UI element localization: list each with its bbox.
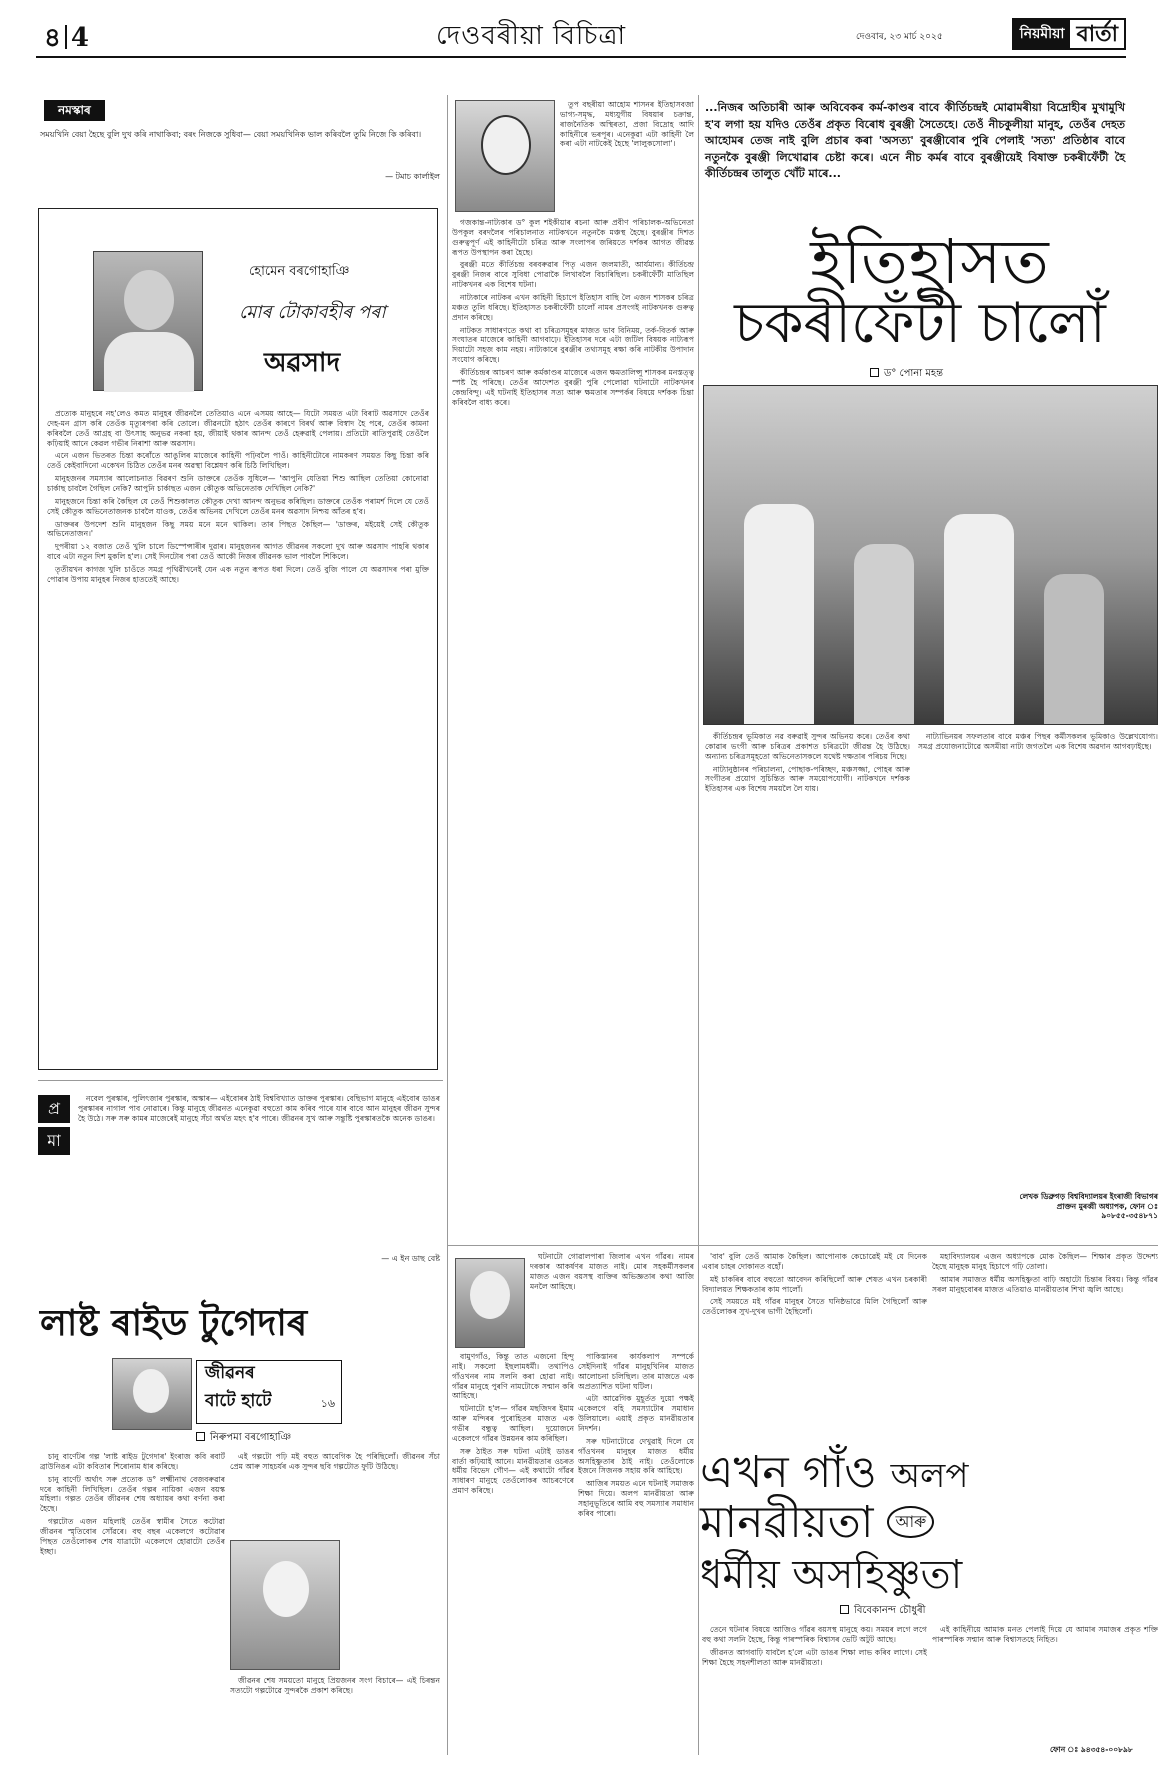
column-divider <box>447 95 448 1755</box>
feature-byline: ড° পোনা মহন্ত <box>870 368 943 381</box>
column-divider <box>698 95 699 1755</box>
gaon-headline-line2: মানৱীয়তা আৰু <box>700 1495 1160 1551</box>
author-photo <box>230 1540 340 1670</box>
page-number-secondary: 4 <box>70 23 89 53</box>
ghatanato-intro: ঘটনাটো গোৱালপাৰা জিলাৰ এখন গাঁৱৰ। নামৰ দৰকাৰ আকৰ্ষণৰ মাজত নাই। মোৰ সহকৰ্মীসকলৰ মাজত এজন বয়সস্থ ব্যক্তিৰ অভিজ্ঞতাৰ কথা আজি মনলৈ আহিছে। <box>530 1252 694 1291</box>
feature-body-col1: কীৰ্তিচন্দ্ৰৰ ভূমিকাত নৱ বৰুৱাই সুন্দৰ অভিনয় কৰে। তেওঁৰ কথা কোৱাৰ ভংগী আৰু চৰিত্ৰৰ প্ৰকাশত চৰিত্ৰটো জীৱন্ত হৈ উঠিছে। অন্যান্য চৰিত্ৰসমূহতো অভিনেতাসকলে যথেষ্ট দক্ষতাৰ পৰিচয় দিছে। নাট্যানুষ্ঠানৰ পৰিচালনা, পোছাক-পৰিচ্ছদ, মঞ্চসজ্জা, পোহৰ আৰু সংগীতৰ প্ৰয়োগ সুচিন্তিত আৰু সময়োপযোগী। নাটকখনে দৰ্শকক ইতিহাসৰ এক বিশেষ সময়লৈ লৈ যায়। <box>705 732 910 794</box>
quote-author: — টমাচ কাৰ্লাইল <box>385 172 440 181</box>
newspaper-logo <box>1012 18 1126 50</box>
gaon-body-col2: এই কাহিনীয়ে আমাক মনত পেলাই দিয়ে যে আমাৰ সমাজৰ প্ৰকৃত শক্তি পাৰস্পৰিক সন্মান আৰু বিশ্বাসতহে নিহিত। <box>932 1625 1158 1644</box>
gaon-headline-line3: ধৰ্মীয় অসহিষ্ণুতা <box>700 1552 963 1598</box>
ghatanato-body-col1: বামুণগাঁও, কিন্তু তাত এজনো হিন্দু নাই। সকলো ইছলামধৰ্মী। তথাপিও গাঁওখনৰ নাম সলনি কৰা হোৱা নাই। গাঁৱৰ মানুহে পুৰণি নামটোকে সন্মান কৰি আহিছে। ঘটনাটো হ'ল— গাঁৱৰ মছজিদৰ ইমাম আৰু মন্দিৰৰ পুৰোহিতৰ মাজত এক গভীৰ বন্ধুত্ব আছিল। দুয়োজনে একেলগে গাঁৱৰ উন্নয়নৰ কাম কৰিছিল। সৰু ঠাইত সৰু ঘটনা এটাই ডাঙৰ বাৰ্তা কঢ়িয়াই আনে। মানৱীয়তাৰ ওচৰত ধৰ্মীয় বিভেদ গৌণ— এই কথাটো গাঁৱৰ সাধাৰণ মানুহে তেওঁলোকৰ আচৰণেৰে প্ৰমাণ কৰিছে। <box>452 1352 574 1496</box>
gaon-body-top-col2: মহাবিদ্যালয়ৰ এজন অধ্যাপকে মোক কৈছিল— শিক্ষাৰ প্ৰকৃত উদ্দেশ্য হৈছে মানুহক মানুহ হিচাপে গঢ়ি তোলা। আমাৰ সমাজত ধৰ্মীয় অসহিষ্ণুতা বাঢ়ি অহাটো চিন্তাৰ বিষয়। কিন্তু গাঁৱৰ সৰল মানুহবোৰৰ মাজত এতিয়াও মানৱীয়তাৰ শিখা জ্বলি আছে। <box>932 1252 1158 1294</box>
quote-text: সময়খিনি বেয়া হৈছে বুলি দুখ কৰি নাথাকিবা; বৰং নিজকে সুধিবা— বেয়া সময়খিনিক ভাল কৰিবলৈ তুমি নিজে কি কৰিবা। <box>40 130 422 139</box>
prama-label: প্ৰ মা <box>38 1095 70 1245</box>
ghatanato-body-col2: পাকিস্তানৰ কাৰ্যকলাপ সম্পৰ্কে সেইদিনাই গাঁৱৰ মানুহখিনিৰ মাজত আলোচনা চলিছিল। তাৰ মাজতে এক অপ্ৰত্যাশিত ঘটনা ঘটিল। এটা আৱেগিক মুহূৰ্তত দুয়ো পক্ষই একেলগে বহি সমস্যাটোৰ সমাধান উলিয়ালে। এয়াই প্ৰকৃত মানৱীয়তাৰ নিদৰ্শন। সৰু ঘটনাটোৱে দেখুৱাই দিলে যে গাঁওখনৰ মানুহৰ মাজত ধৰ্মীয় অসহিষ্ণুতাৰ ঠাই নাই। তেওঁলোকে ইজনে সিজনক সহায় কৰি আহিছে। আজিৰ সময়ত এনে ঘটনাই সমাজক শিক্ষা দিয়ে। অলপ মানৱীয়তা আৰু সহানুভূতিৰে আমি বহু সমস্যাৰ সমাধান কৰিব পাৰো। <box>578 1352 694 1518</box>
column-series-name: মোৰ টোকাবহীৰ পৰা <box>239 302 386 323</box>
page-number-primary: ৪ <box>44 23 61 53</box>
author-credit: লেখক ডিব্ৰুগড় বিশ্ববিদ্যালয়ৰ ইংৰাজী বিভাগৰ প্ৰাক্তন মুৰব্বী অধ্যাপক, ফোন ঃ ৯০৮৫৫-৩৫৪৮৭১ <box>1019 1192 1158 1221</box>
tribute-article <box>38 208 438 1070</box>
column-series-box: জীৱনৰ বাটে হাটে ১৬ <box>196 1360 342 1424</box>
last-ride-body-col2: এই গল্পটো পঢ়ি মই বহুত আবেগিক হৈ পৰিছিলোঁ। জীৱনৰ সঁচা প্ৰেম আৰু সাহচৰ্যৰ এক সুন্দৰ ছবি গল্পটোত ফুটি উঠিছে। <box>230 1452 440 1471</box>
daily-quote <box>40 130 440 190</box>
page-number <box>44 22 89 55</box>
col2-intro: তুপ বছৰীয়া আহোম শাসনৰ ইতিহাসবজা ভাগ্য-সমৃদ্ধ, মধ্যযুগীয় বিষয়াৰ চক্ৰান্ত, ৰাজনৈতিক অস্থিৰতা, প্ৰজা বিদ্ৰোহ আদি কাহিনীৰে ভৰপূৰ। এনেকুৱা এটা কাহিনী লৈ কৰা এটা নাটকেই হৈছে 'লালুকসোলা'। <box>560 100 694 149</box>
last-ride-body-col2b: জীৱনৰ শেষ সময়তো মানুহে প্ৰিয়জনৰ সংগ বিচাৰে— এই চিৰন্তন সত্যটো গল্পটোৱে সুন্দৰকৈ প্ৰকাশ কৰিছে। <box>230 1676 440 1695</box>
play-scene-photo <box>703 385 1158 725</box>
gaon-headline-line1: এখন গাঁও অলপ <box>700 1447 969 1498</box>
article-author: হোমেন বৰগোহাঞি <box>249 264 350 279</box>
last-ride-headline: লাষ্ট ৰাইড টুগেদাৰ <box>40 1302 308 1344</box>
article-title: অৱসাদ <box>264 348 341 378</box>
gaon-body-top-col1: 'বাব' বুলি তেওঁ আমাক কৈছিল। আপোনাক কেচোৱেই মই যে দিনেক এবাৰ চাহৰ দোকানত বহোঁ। মই চাকৰিৰ বাবে বহুতো আবেদন কৰিছিলোঁ আৰু শেষত এখন চৰকাৰী বিদ্যালয়ত শিক্ষকতাৰ কাম পালোঁ। সেই সময়তে মই গাঁৱৰ মানুহৰ সৈতে ঘনিষ্ঠভাৱে মিলি গৈছিলোঁ আৰু তেওঁলোকৰ সুখ-দুখৰ ভাগী হৈছিলোঁ। <box>702 1252 927 1317</box>
article-photo <box>455 100 555 212</box>
feature-headline-line1: ইতিহাসত <box>810 225 1050 298</box>
gaon-body-col1: তেনে ঘটনাৰ বিষয়ে আজিও গাঁৱৰ বয়সস্থ মানুহে কয়। সময়ৰ লগে লগে বহু কথা সলনি হৈছে, কিন্তু পাৰস্পৰিক বিশ্বাসৰ ভেটি অটুট আছে। জীৱনত আগবাঢ়ি যাবলৈ হ'লে এটা ডাঙৰ শিক্ষা লাভ কৰিব লাগে। সেই শিক্ষা হৈছে সহনশীলতা আৰু মানৱীয়তা। <box>702 1625 927 1667</box>
section-name: দেওবৰীয়া বিচিত্ৰা <box>436 21 627 51</box>
author-photo <box>93 251 203 391</box>
issue-date: দেওবাৰ, ২৩ মাৰ্চ ২০২৫ <box>856 32 943 42</box>
feature-body-col2: নাট্যাভিনয়ৰ সফলতাৰ বাবে মঞ্চৰ পিছৰ কৰ্মীসকলৰ ভূমিকাও উল্লেখযোগ্য। সমগ্ৰ প্ৰযোজনাটোৱে অসমীয়া নাট্য জগতলৈ এক বিশেষ অৱদান আগবঢ়াইছে। <box>918 732 1158 751</box>
author-photo <box>455 1258 525 1348</box>
page-number-divider <box>65 25 67 49</box>
article-body: প্ৰত্যেক মানুহৰে নহ'লেও কমত মানুহৰ জীৱনলৈ তেতিয়াও এনে এসময় আহে— যিটো সময়ত এটা বিৰাট অৱসাদে তেওঁৰ দেহ-মন গ্ৰাস কৰি তেওঁক মৃত্যুৰপৰা কৰি তোলে। জীৱনটো হঠাৎ তেওঁৰ কাৰণে বিৰৰ্থ আৰু বিস্বাদ হৈ পৰে, তেওঁৰ কামনা কৰিবলৈ তেওঁ আগ্ৰহ বা উৎসাহ অনুভৱ নকৰা হয়, জীয়াই থকাৰ আনন্দ তেওঁ হেৰুৱাই পেলায়। প্ৰতিটো ৰাতিপুৱাই তেওঁলৈ কঢ়িয়াই আনে কেৱল গভীৰ নিৰাশা আৰু অৱসাদ। এনে এজন ভিতৰত চিন্তা কৰোঁতে আঙুলিৰ মাজেৰে কাহিনী পঢ়িবলৈ পাওঁ। কাহিনীটোৰে নামকৰণ সময়ত কিছু চিন্তা কৰি তেওঁ কেইবাদিনো একেখন চিঠিত তেওঁৰ মনৰ অৱস্থা বিশ্লেষণ কৰি চিঠি লিখিছিল। মানুহজনৰ সমস্যাৰ আলোচনাত বিৱৰণ শুনি ডাক্তৰে তেওঁক সুধিলে— 'আপুনি যেতিয়া শিশু আছিল তেতিয়া কোনোৱা চাৰ্কাছ চাবলৈ গৈছিল নেকি? আপুনি চাৰ্কাছত এজন কৌতুক অভিনেতাক দেখিছিল নেকি?' মানুহজনে চিন্তা কৰি কৈছিল যে তেওঁ শিশুকালত কৌতুক দেখা আনন্দ অনুভৱ কৰিছিল। ডাক্তৰে তেওঁক পৰামৰ্শ দিলে যে তেওঁ সেই কৌতুক অভিনেতাজনক চাবলৈ যাওক, তেওঁৰ অভিনয় দেখিলে তেওঁৰ মনৰ অৱসাদ নিশ্চয় আঁতৰ হ'ব। ডাক্তৰৰ উপদেশ শুনি মানুহজন কিছু সময় মনে মনে থাকিল। তাৰ পিছত কৈছিল— 'ডাক্তৰ, মইয়েই সেই কৌতুক অভিনেতাজন।' দুপৰীয়া ১২ বজাত তেওঁ খুলি চালে ডিস্পেন্সাৰীৰ দুৱাৰ। মানুহজনৰ আগত জীৱনৰ সকলো দুখ আৰু অৱসাদ পাহৰি থকাৰ বাবে এটা নতুন দিশ মুকলি হ'ল। সেই দিনটোৰ পৰা তেওঁ আকৌ নিজৰ জীৱনক ভাল পাবলৈ শিকিলে। তৃতীয়খন কাগজ খুলি চাওঁতে সমগ্ৰ পৃথিৱীখনেই যেন এক নতুন ৰূপত ধৰা দিলে। তেওঁ বুজি পালে যে অৱসাদৰ পৰা মুক্তি পোৱাৰ উপায় মানুহৰ নিজৰ হাততেই আছে। <box>47 409 429 584</box>
feature-headline-line2: চকৰীফেঁটী চালোঁ <box>734 291 1106 356</box>
contact-phone: ফোন ঃ ৯৪৩৫৪-০০৮৯৮ <box>1050 1745 1133 1754</box>
section-divider <box>447 1245 1158 1246</box>
prama-author: — এ ইন ডাছ বেষ্ট <box>381 1253 440 1263</box>
masthead <box>36 14 1126 58</box>
last-ride-body-col1: চানু বাৰ্ণেটৰ গল্প 'লাষ্ট ৰাইড টুগেদাৰ' ইংৰাজ কবি ৰবাৰ্ট ব্ৰাউনিঙৰ এটা কবিতাৰ শিৰোনাম ধাৰ কৰিছে। চানু বাৰ্ণেট অৰ্থাৎ সৰু প্ৰত্যেক ড° লক্ষ্মীনাথ বেজবৰুৱাৰ দৰে কাহিনী লিখিছিল। তেওঁৰ গল্পৰ নায়িকা এজন বয়স্ক মহিলা। গল্পত তেওঁৰ জীৱনৰ শেষ অধ্যায়ৰ কথা বৰ্ণনা কৰা হৈছে। গল্পটোত এজন মহিলাই তেওঁৰ স্বামীৰ সৈতে কটোৱা জীৱনৰ স্মৃতিবোৰ সোঁৱৰে। বহু বছৰ একেলগে কটোৱাৰ পিছত তেওঁলোকৰ শেষ যাত্ৰাটো একেলগে হোৱাটো তেওঁৰ ইচ্ছা। <box>40 1452 225 1556</box>
namaskar-label: নমস্কাৰ <box>44 100 105 121</box>
feature-teaser: ...নিজৰ অতিচাৰী আৰু অবিবেকৰ কৰ্ম-কাণ্ডৰ বাবে কীৰ্তিচন্দ্ৰই মোৱামৰীয়া বিদ্ৰোহীৰ মুখামুখি হ'ব লগা হয় যদিও তেওঁৰ প্ৰকৃত বিৰোধ বুৰঞ্জী সৈতেহে। তেওঁ নীচকুলীয়া মানুহ, তেওঁৰ দেহত আহোমৰ তেজ নাই বুলি প্ৰচাৰ কৰা 'অসত্য' বুৰঞ্জীবোৰ পুৰি পেলাই 'সত্য' প্ৰতিষ্ঠাৰ বাবে নতুনকৈ বুৰঞ্জী লিখোৱাৰ চেষ্টা কৰে। এনে নীচ কৰ্মৰ বাবে বুৰঞ্জীয়েই বিষাক্ত চকৰীফেঁটী হৈ কীৰ্তিচন্দ্ৰৰ তালুত খোঁট মাৰে... <box>705 101 1125 180</box>
section-divider <box>38 1080 443 1081</box>
logo-part-2: বাৰ্তা <box>1076 21 1118 47</box>
columnist-photo <box>112 1358 192 1430</box>
logo-part-1: নিয়মীয়া <box>1014 20 1071 48</box>
col2-body: গজকান্ত-নাট্যকাৰ ড° কুল শইকীয়াৰ ৰচনা আৰু প্ৰবীণ পৰিচালক-অভিনেতা উপকুল বৰদলৈৰ পৰিচালনাত নাটকখনে নতুনকৈ মঞ্চস্থ হৈছে। বুৰঞ্জীৰ দিশত গুৰুত্বপূৰ্ণ এই কাহিনীটো চৰিত্ৰ আৰু সংলাপৰ জৰিয়তে দৰ্শকৰ আগত জীৱন্ত ৰূপত উপস্থাপন কৰা হৈছে। বুৰঞ্জী মতে কীৰ্তিচন্দ্ৰ বৰবৰুৱাৰ পিতৃ এজন জলমাতী, আৰ্যমান্য। কীৰ্তিচন্দ্ৰ বুৰঞ্জী নিজৰ বাবে সুবিধা পোৱাকৈ লিখাবলৈ বিচাৰিছিল। চকৰীফেঁটী মাতিছিল নাটকখনৰ এক বিশেষ ঘটনা। নাট্যকাৰে নাটকৰ এখন কাহিনী হিচাপে ইতিহাস বাছি লৈ এজন শাসকৰ চৰিত্ৰ মঞ্চত তুলি ধৰিছে। ইতিহাসত চকৰীফেঁটী চালোঁ নামৰ প্ৰসংগই নাটকখনক গুৰুত্ব প্ৰদান কৰিছে। নাটকত সাধাৰণতে কথা বা চৰিত্ৰসমূহৰ মাজত ভাব বিনিময়, তৰ্ক-বিতৰ্ক আৰু সংঘাতৰ মাজেৰে কাহিনী আগবাঢ়ে। ইতিহাসৰ দৰে এটা জটিল বিষয়ক নাট্যৰূপ দিয়াটো সহজ কাম নহয়। নাট্যকাৰে বুৰঞ্জীৰ তথ্যসমূহ ৰক্ষা কৰি নাটকীয় উপাদান সংযোগ কৰিছে। কীৰ্তিচন্দ্ৰৰ আচৰণ আৰু কৰ্মকাণ্ডৰ মাজেৰে এজন ক্ষমতালিপ্সু শাসকৰ মনস্তত্ত্ব স্পষ্ট হৈ পৰিছে। তেওঁৰ আদেশত বুৰঞ্জী পুৰি পেলোৱা ঘটনাটো নাটকখনৰ কেন্দ্ৰবিন্দু। এই ঘটনাই ইতিহাসৰ সত্য আৰু ক্ষমতাৰ সম্পৰ্কৰ বিষয়ে দৰ্শকক চিন্তা কৰিবলৈ বাধ্য কৰে। <box>452 218 694 407</box>
prama-text: নবেল পুৰস্কাৰ, পুলিৎজাৰ পুৰস্কাৰ, অস্কাৰ— এইবোৰৰ ঠাই বিশ্ববিখ্যাত ডাক্তৰ পুৰস্কাৰ। বেছিভাগ মানুহে এইবোৰ ডাঙৰ পুৰস্কাৰৰ নাগাল পাব নোৱাৰে। কিন্তু মানুহে জীৱনত এনেকুৱা বহুতো কাম কৰিব পাৰে যাৰ বাবে আন মানুহৰ জীৱন সুন্দৰ হৈ উঠে। সৰু সৰু কামৰ মাজেৰেই মানুহে সঁচা অৰ্থত মহৎ হ'ব পাৰে। জীৱনৰ সুখ আৰু সন্তুষ্টি পুৰস্কাৰতকৈ অনেক ডাঙৰ। — এ ইন ডাছ বেষ্ট <box>78 1094 440 1263</box>
gaon-byline: বিবেকানন্দ চৌধুৰী <box>840 1605 926 1618</box>
last-ride-byline: নিৰুপমা বৰগোহাঞি <box>196 1432 291 1445</box>
